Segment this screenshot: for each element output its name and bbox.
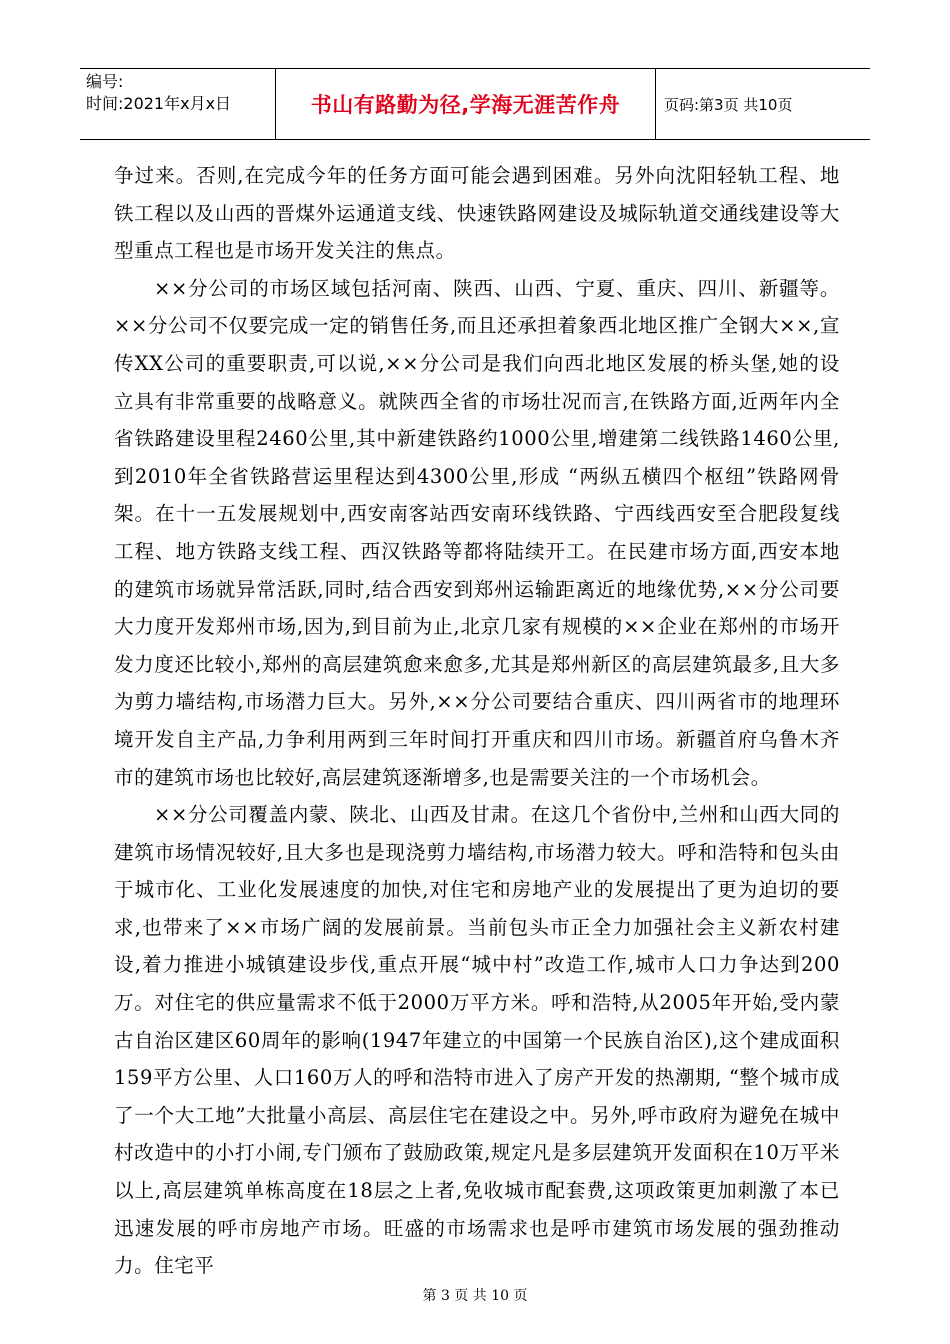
- document-date-label: 时间:2021年x月x日: [86, 94, 232, 113]
- paragraph: 争过来。否则,在完成今年的任务方面可能会遇到困难。另外向沈阳轻轨工程、地铁工程以及山西的晋煤外运通道支线、快速铁路网建设及城际轨道交通线建设等大型重点工程也是市场开发关注的焦点。: [114, 164, 840, 263]
- paragraph: ××分公司覆盖内蒙、陕北、山西及甘肃。在这几个省份中,兰州和山西大同的建筑市场情况较好,且大多也是现浇剪力墙结构,市场潜力较大。呼和浩特和包头由于城市化、工业化发展速度的加快,对住宅和房地产业的发展提出了更为迫切的要求,也带来了××市场广阔的发展前景。当前包头市正全力加强社会主义新农村建设,着力推进小城镇建设步伐,重点开展“城中村”改造工作,城市人口力争达到200万。对住宅的供应量需求不低于2000万平方米。呼和浩特,从2005年开始,受内蒙古自治区建区60周年的影响(1947年建立的中国第一个民族自治区),这个建成面积159平方公里、人口160万人的呼和浩特市进入了房产开发的热潮期, “整个城市成了一个大工地”大批量小高层、高层住宅在建设之中。另外,呼市政府为避免在城中村改造中的小打小闹,专门颁布了鼓励政策,规定凡是多层建筑开发面积在10万平米以上,高层建筑单栋高度在18层之上者,免收城市配套费,这项政策更加刺激了本已迅速发展的呼市房地产市场。旺盛的市场需求也是呼市建筑市场发展的强劲推动力。住宅平: [114, 803, 840, 1278]
- header-page-info: 页码:第3页 共10页: [664, 95, 793, 114]
- page-header: [80, 68, 870, 140]
- page-footer: 第 3 页 共 10 页: [422, 1288, 528, 1304]
- header-motto-cell: [276, 69, 656, 139]
- header-page-info-cell: [656, 69, 870, 139]
- document-body: [114, 157, 840, 1285]
- document-number-label: 编号:: [86, 72, 124, 91]
- header-meta: [80, 69, 276, 139]
- paragraph: ××分公司的市场区域包括河南、陕西、山西、宁夏、重庆、四川、新疆等。××分公司不仅要完成一定的销售任务,而且还承担着象西北地区推广全钢大××,宣传XX公司的重要职责,可以说,××分公司是我们向西北地区发展的桥头堡,她的设立具有非常重要的战略意义。就陕西全省的市场壮况而言,在铁路方面,近两年内全省铁路建设里程2460公里,其中新建铁路约1000公里,增建第二线铁路1460公里,到2010年全省铁路营运里程达到4300公里,形成 “两纵五横四个枢纽”铁路网骨架。在十一五发展规划中,西安南客站西安南环线铁路、宁西线西安至合肥段复线工程、地方铁路支线工程、西汉铁路等都将陆续开工。在民建市场方面,西安本地的建筑市场就异常活跃,同时,结合西安到郑州运输距离近的地缘优势,××分公司要大力度开发郑州市场,因为,到目前为止,北京几家有规模的××企业在郑州的市场开发力度还比较小,郑州的高层建筑愈来愈多,尤其是郑州新区的高层建筑最多,且大多为剪力墙结构,市场潜力巨大。另外,××分公司要结合重庆、四川两省市的地理环境开发自主产品,力争利用两到三年时间打开重庆和四川市场。新疆首府乌鲁木齐市的建筑市场也比较好,高层建筑逐渐增多,也是需要关注的一个市场机会。: [114, 276, 840, 789]
- header-motto: 书山有路勤为径,学海无涯苦作舟: [310, 93, 621, 117]
